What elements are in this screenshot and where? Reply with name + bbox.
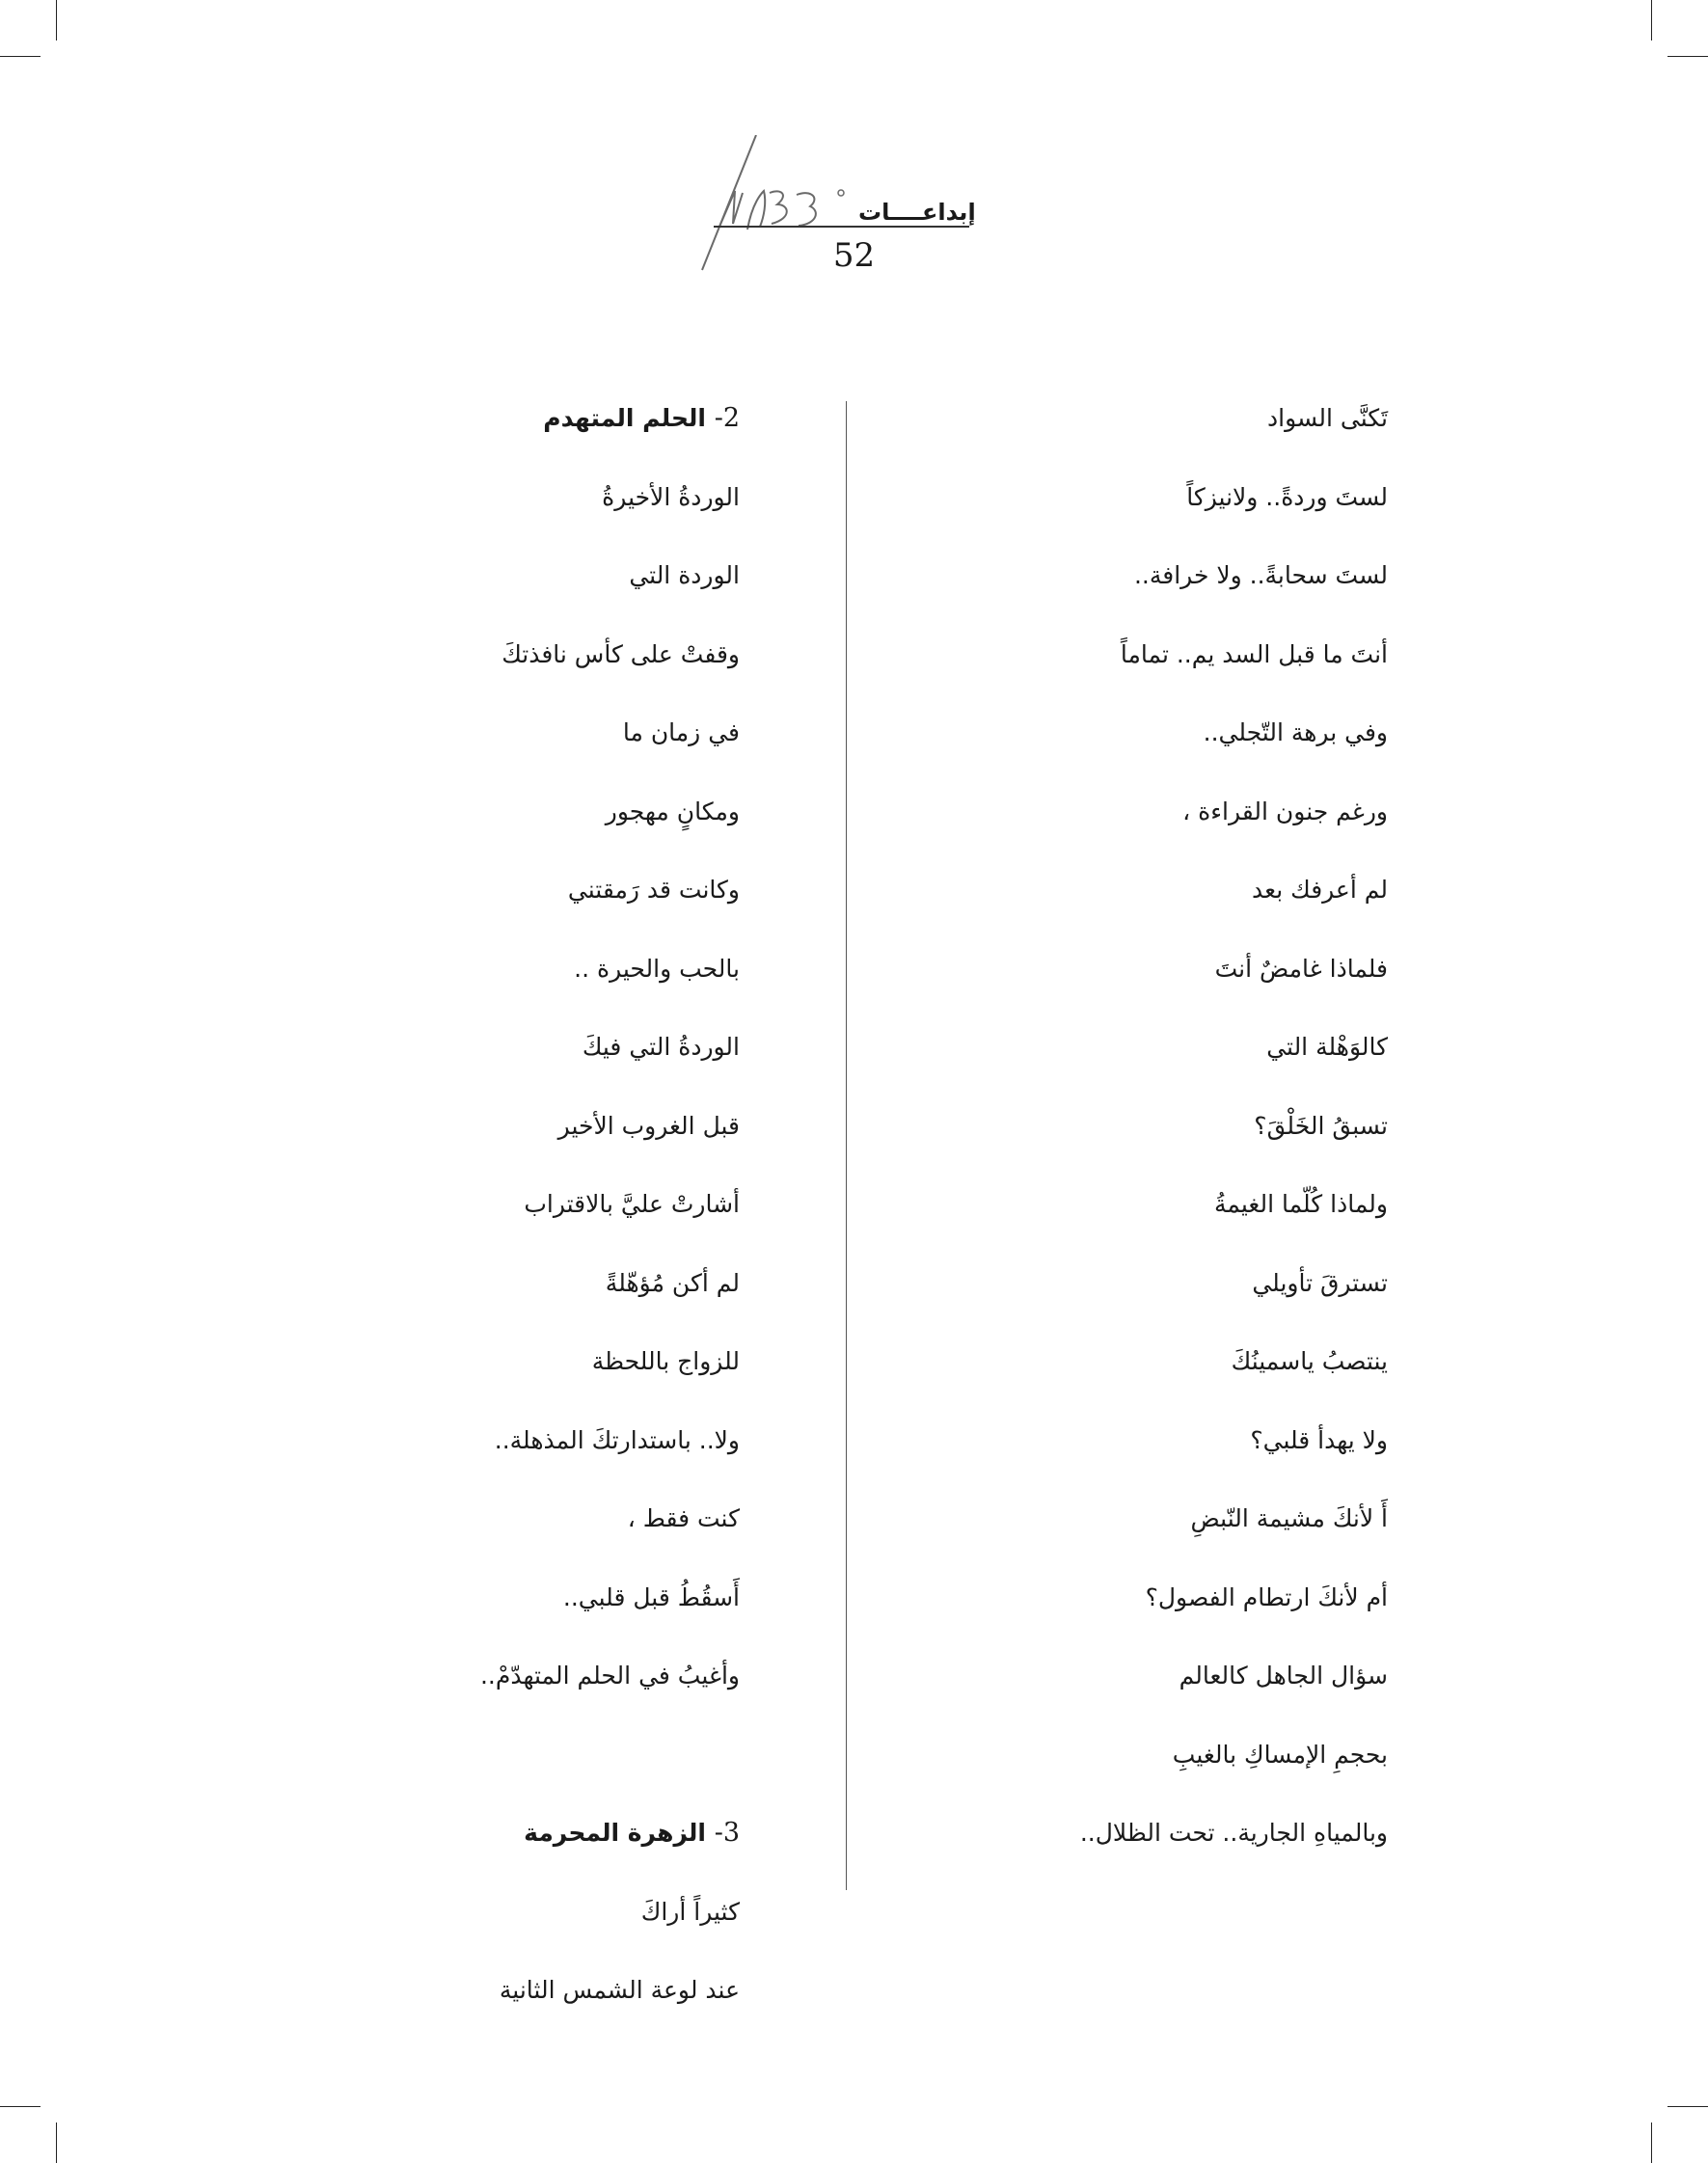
poem-line: وأغيبُ في الحلم المتهدّمْ..: [479, 1662, 740, 1690]
poem-line: أشارتْ عليَّ بالاقتراب: [524, 1190, 740, 1218]
poem-line: أَسقُطُ قبل قلبي..: [562, 1582, 740, 1611]
poem-line: لم أعرفك بعد: [1252, 876, 1388, 904]
section-label: إبداعــــات: [858, 199, 976, 226]
poem-line: كنت فقط ،: [627, 1504, 740, 1532]
crop-mark: [56, 0, 57, 41]
poem-line: عند لوعة الشمس الثانية: [499, 1976, 740, 2004]
poem-line: لم أكن مُؤهّلةً: [605, 1268, 740, 1297]
poem-line: لستَ سحابةً.. ولا خرافة..: [1133, 561, 1388, 589]
poem-line: ولا يهدأ قلبي؟: [1250, 1425, 1388, 1454]
crop-mark: [1667, 2106, 1708, 2107]
poem-line: وبالمياهِ الجارية.. تحت الظلال..: [1079, 1819, 1388, 1847]
poem-line: الوردةُ الأخيرةُ: [602, 482, 740, 511]
crop-mark: [1651, 0, 1652, 41]
poem-line: وفي برهة التّجلي..: [1203, 718, 1388, 746]
section-title: الزهرة المحرمة: [524, 1819, 706, 1847]
column-divider: [846, 401, 847, 1890]
poem-line: ينتصبُ ياسمينُكَ: [1231, 1347, 1388, 1375]
poem-line: ولماذا كُلّما الغيمةُ: [1213, 1190, 1388, 1218]
poem-line: كالوَهْلة التي: [1266, 1033, 1388, 1061]
section-heading: [219, 395, 740, 474]
poem-line: تَكنَّى السواد: [1267, 404, 1388, 432]
section-gap: [219, 1732, 740, 1811]
poem-line: وقفتْ على كأس نافذتكَ: [502, 639, 740, 668]
poem-line: لستَ وردةً.. ولانيزكاً: [1186, 482, 1388, 511]
poem-line: أم لأنكَ ارتطام الفصول؟: [1145, 1582, 1388, 1611]
poem-line: في زمان ما: [622, 718, 740, 746]
poem-line: أَ لأنكَ مشيمة النّبضِ: [1190, 1504, 1388, 1532]
crop-mark: [1667, 56, 1708, 57]
poem-line: الوردة التي: [629, 561, 740, 589]
poem-line: سؤال الجاهل كالعالم: [1179, 1662, 1388, 1690]
poem-line: فلماذا غامضٌ أنتَ: [1214, 954, 1388, 983]
section-title: الحلم المتهدم: [543, 404, 706, 432]
poem-line: ورغم جنون القراءة ،: [1182, 797, 1388, 825]
poem-line: بالحب والحيرة ..: [574, 954, 740, 983]
poem-right-column: [925, 395, 1388, 1889]
section-heading: [219, 1810, 740, 1889]
crop-mark: [0, 56, 41, 57]
crop-mark: [0, 2106, 41, 2107]
section-number: 2-: [714, 403, 740, 433]
poem-line: بحجمِ الإمساكِ بالغيبِ: [1172, 1740, 1388, 1769]
poem-line: ولا.. باستدارتكَ المذهلة..: [494, 1425, 740, 1454]
section-number: 3-: [714, 1818, 740, 1848]
poem-line: وكانت قد رَمقتني: [567, 876, 740, 904]
poem-line: كثيراً أراكَ: [640, 1897, 740, 1926]
poem-line: أنتَ ما قبل السد يم.. تماماً: [1120, 639, 1388, 668]
page-number: 52: [832, 236, 876, 275]
poem-line: قبل الغروب الأخير: [557, 1111, 740, 1140]
poem-line: تسترقَ تأويلي: [1252, 1268, 1388, 1297]
crop-mark: [1651, 2122, 1652, 2163]
poem-line: تسبقُ الخَلْقَ؟: [1254, 1111, 1388, 1140]
poem-line: ومكانٍ مهجور: [605, 797, 740, 825]
crop-mark: [56, 2122, 57, 2163]
poem-left-column: [219, 395, 740, 2046]
poem-line: للزواج باللحظة: [591, 1347, 740, 1375]
poem-line: الوردةُ التي فيكَ: [582, 1033, 740, 1061]
